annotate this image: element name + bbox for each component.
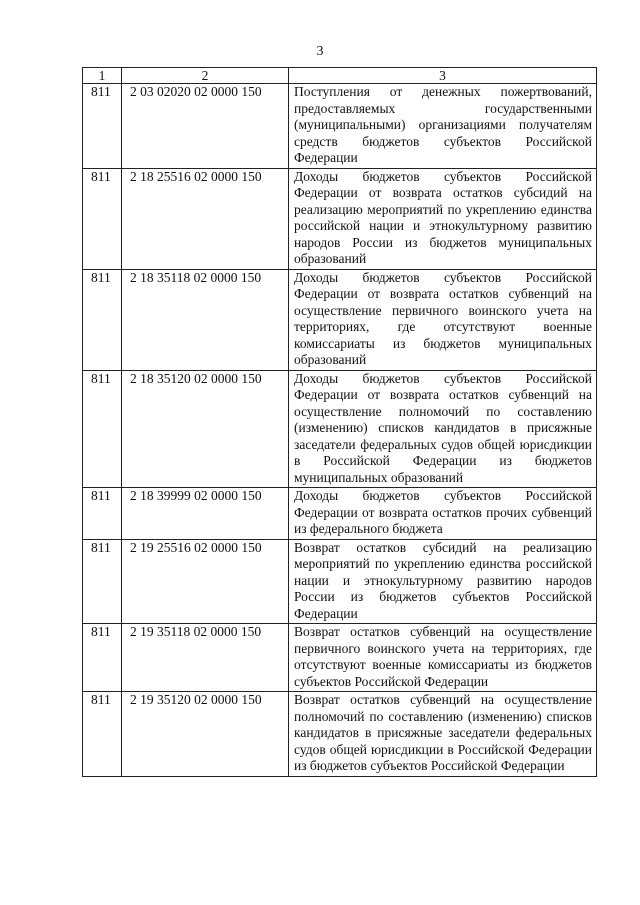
table-row (83, 84, 597, 169)
column-header-2: 2 (122, 68, 289, 84)
revenue-code-cell: 2 19 35120 02 0000 150 (122, 692, 289, 777)
revenue-code-cell: 2 18 39999 02 0000 150 (122, 488, 289, 540)
table-row (83, 624, 597, 692)
table-row (83, 269, 597, 370)
table-row (83, 539, 597, 624)
revenue-code-cell: 2 19 35118 02 0000 150 (122, 624, 289, 692)
admin-code-cell: 811 (83, 624, 122, 692)
revenue-name-cell: Поступления от денежных пожертвований, предоставляемых государственными (муниципальными) организациями получателям средств бюджетов субъектов Российской Федерации (289, 84, 597, 169)
page-number: 3 (316, 44, 324, 59)
table-body (83, 84, 597, 777)
revenue-name-cell: Доходы бюджетов субъектов Российской Федерации от возврата остатков субвенций на осуществление первичного воинского учета на территориях, где отсутствуют военные комиссариаты из бюджетов муниципальных образований (289, 269, 597, 370)
revenue-name-cell: Возврат остатков субвенций на осуществление полномочий по составлению (изменению) списков кандидатов в присяжные заседатели федеральных судов общей юрисдикции в Российской Федерации из бюджетов субъектов Российской Федерации (289, 692, 597, 777)
admin-code-cell: 811 (83, 168, 122, 269)
table-header (83, 68, 597, 84)
header-row (83, 68, 597, 84)
table-row (83, 488, 597, 540)
admin-code-cell: 811 (83, 84, 122, 169)
admin-code-cell: 811 (83, 539, 122, 624)
table-row (83, 692, 597, 777)
revenue-name-cell: Возврат остатков субсидий на реализацию мероприятий по укреплению единства российской нации и этнокультурному развитию народов России из бюджетов субъектов Российской Федерации (289, 539, 597, 624)
admin-code-cell: 811 (83, 488, 122, 540)
revenue-code-cell: 2 19 25516 02 0000 150 (122, 539, 289, 624)
column-header-1: 1 (83, 68, 122, 84)
revenue-code-cell: 2 18 35120 02 0000 150 (122, 370, 289, 488)
revenue-code-cell: 2 03 02020 02 0000 150 (122, 84, 289, 169)
admin-code-cell: 811 (83, 370, 122, 488)
revenue-name-cell: Доходы бюджетов субъектов Российской Федерации от возврата остатков прочих субвенций из федерального бюджета (289, 488, 597, 540)
revenue-code-cell: 2 18 35118 02 0000 150 (122, 269, 289, 370)
table-row (83, 168, 597, 269)
admin-code-cell: 811 (83, 269, 122, 370)
column-header-3: 3 (289, 68, 597, 84)
revenue-name-cell: Возврат остатков субвенций на осуществление первичного воинского учета на территориях, где отсутствуют военные комиссариаты из бюджетов субъектов Российской Федерации (289, 624, 597, 692)
revenue-codes-table (82, 67, 597, 777)
table-row (83, 370, 597, 488)
revenue-name-cell: Доходы бюджетов субъектов Российской Федерации от возврата остатков субсидий на реализацию мероприятий по укреплению единства российской нации и этнокультурному развитию народов России из бюджетов муниципальных образований (289, 168, 597, 269)
admin-code-cell: 811 (83, 692, 122, 777)
revenue-name-cell: Доходы бюджетов субъектов Российской Федерации от возврата остатков субвенций на осуществление полномочий по составлению (изменению) списков кандидатов в присяжные заседатели федеральных судов общей юрисдикции в Российской Федерации из бюджетов муниципальных образований (289, 370, 597, 488)
revenue-code-cell: 2 18 25516 02 0000 150 (122, 168, 289, 269)
